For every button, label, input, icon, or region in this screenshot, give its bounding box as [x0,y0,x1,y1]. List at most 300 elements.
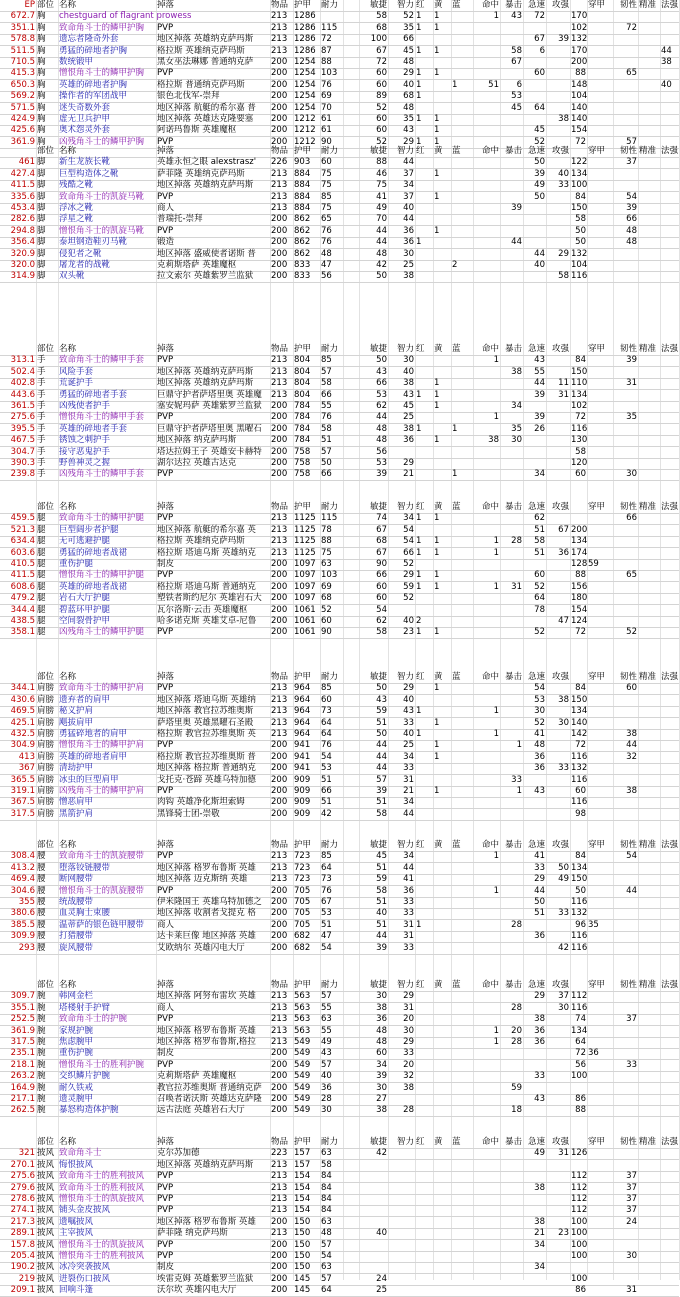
stat-cell [588,203,612,214]
column-header [344,0,358,11]
stat-cell: 48 [626,237,637,248]
stat-cell [661,1014,678,1025]
item-name-cell: 致命角斗士的鳞甲护胸 [59,22,145,33]
ep-cell: 430.6 [10,694,35,705]
stat-cell: PVP [157,740,174,751]
stat-cell: 2 [416,616,422,626]
stat-cell: 150 [294,1251,311,1261]
stat-cell [588,897,612,908]
stat-cell [547,237,569,248]
stat-cell [501,797,522,808]
stat-cell: 35 [588,919,599,930]
stat-cell: 沃尔坎 英雄闪电大厅 [157,1285,237,1296]
stat-cell: 45 [511,102,522,113]
stat-cell: 29 [403,68,414,79]
stat-cell: 64 [534,102,545,113]
stat-cell: 38 [403,1082,414,1093]
stat-cell: 200 [271,763,288,774]
stat-cell [452,1251,472,1262]
stat-cell: 肩膀 [37,683,55,694]
column-header [1,146,35,157]
stat-cell [547,203,569,214]
item-name-cell: 进裂伤口披风 [59,1273,111,1284]
column-header: 敏捷 [369,502,387,512]
stat-cell [452,1148,472,1159]
stat-cell: 腿 [37,524,46,535]
stat-cell: 6 [539,45,545,56]
stat-cell [501,548,522,559]
stat-cell [474,401,499,412]
stat-cell: 88 [575,570,586,581]
column-header: 物品 [271,146,289,156]
stat-cell [588,226,612,237]
stat-cell [661,435,678,446]
stat-cell [639,920,659,931]
stat-cell [344,214,358,225]
stat-cell: 脚 [37,260,46,270]
stat-cell [416,214,432,225]
stat-cell [360,1183,387,1194]
stat-cell: 88 [575,68,586,79]
stat-cell [661,469,678,480]
stat-cell [501,125,522,136]
stat-cell [452,605,472,616]
stat-cell: 格拉斯 普通纳克萨玛斯 [157,79,245,90]
stat-cell [434,424,450,435]
stat-cell: 36 [534,1037,545,1047]
stat-cell: 1 [493,412,499,423]
stat-cell: 128 [571,559,588,569]
stat-cell [639,1183,659,1194]
stat-cell: 964 [294,706,311,717]
stat-cell [434,1026,450,1037]
stat-cell [614,616,637,627]
stat-cell: 胸 [37,79,46,90]
stat-cell: 116 [571,1002,588,1013]
stat-cell: 200 [271,225,288,236]
stat-cell: 披风 [37,1239,55,1250]
stat-cell [661,908,678,919]
stat-cell [474,271,499,282]
stat-cell: 26 [534,423,545,434]
table-row [0,46,679,58]
stat-cell: 36 [534,931,545,942]
stat-cell: 32 [626,751,637,762]
stat-cell [661,851,678,862]
stat-cell [360,1205,387,1216]
stat-cell [434,797,450,808]
item-name-cell: 打猎腰带 [59,931,94,942]
stat-cell [501,559,522,570]
stat-cell [501,1148,522,1159]
stat-cell [614,401,637,412]
stat-cell [588,740,612,751]
stat-cell: 腰 [37,851,46,862]
stat-cell: 腿 [37,547,46,558]
stat-cell: 44 [534,885,545,896]
stat-cell [416,943,432,954]
stat-cell: 1254 [294,79,316,90]
table-row [0,80,679,92]
stat-cell [661,249,678,260]
stat-cell: 披风 [37,1285,55,1296]
stat-cell: 45 [403,401,414,411]
stat-cell: 1061 [294,604,316,615]
column-header: 穿甲 [588,502,606,512]
stat-cell: 1 [493,355,499,366]
stat-cell: 1 [452,423,458,434]
stat-cell [639,11,659,22]
stat-cell: 50 [376,271,387,282]
stat-cell [588,80,612,91]
stat-cell [588,931,612,942]
item-name-cell: 碧蓝环甲护腿 [59,604,111,615]
stat-cell [452,34,472,45]
column-header: 耐力 [321,672,339,682]
stat-cell: 1 [416,423,422,434]
stat-cell: 脚 [37,214,46,225]
stat-cell [588,525,612,536]
stat-cell: 腿 [37,570,46,581]
stat-cell: 72 [575,136,586,147]
stat-cell: 手 [37,435,46,446]
stat-cell [474,931,499,942]
stat-cell [416,908,432,919]
stat-cell [524,1171,545,1182]
stat-cell: 884 [294,180,311,191]
stat-cell [661,1071,678,1082]
ep-cell: 164.9 [10,1082,35,1093]
stat-cell [344,931,358,942]
item-name-cell: 致命角斗士的凯旋马靴 [59,191,145,202]
stat-cell: 腿 [37,593,46,604]
stat-cell [614,11,637,22]
column-header [344,672,358,683]
stat-cell: PVP [157,191,174,202]
stat-cell [344,401,358,412]
stat-cell: 89 [376,91,387,102]
stat-cell [452,616,472,627]
stat-cell: 44 [661,45,672,56]
stat-cell: 30 [511,435,522,446]
stat-cell [501,593,522,604]
stat-cell: 1254 [294,91,316,102]
ep-cell: 569.2 [10,91,35,102]
stat-cell [547,458,569,469]
stat-cell [639,1014,659,1025]
stat-cell: 60 [321,694,332,705]
stat-cell [416,797,432,808]
stat-cell: 200 [271,808,288,819]
stat-cell: 213 [271,1002,288,1013]
stat-cell: 24 [376,1273,387,1284]
column-header: 名称 [59,344,77,354]
stat-cell: 66 [403,547,414,558]
item-name-cell: 秘义护肩 [59,706,94,717]
stat-cell [614,367,637,378]
stat-cell: 85 [321,851,332,862]
stat-cell: 76 [321,885,332,896]
stat-cell [588,752,612,763]
stat-cell: 200 [271,435,288,446]
stat-cell: 1 [434,191,440,202]
stat-cell: 59 [588,559,599,569]
stat-cell [588,378,612,389]
stat-cell: 30 [403,1025,414,1036]
stat-cell [571,1262,586,1273]
stat-cell: 57 [321,1239,332,1250]
header-row [0,980,679,992]
item-name-cell: 憎恨角斗士的鳞甲手套 [59,412,145,423]
stat-cell [452,367,472,378]
stat-cell [661,1148,678,1159]
stat-cell [416,203,432,214]
stat-cell: 1 [434,570,440,581]
stat-cell: 腿 [37,536,46,547]
stat-cell: 134 [571,168,588,179]
stat-cell: 60 [626,683,637,694]
stat-cell [501,114,522,125]
item-name-cell: 致命角斗士的鳞甲护肩 [59,683,145,694]
stat-cell [416,1003,432,1014]
stat-cell [588,809,612,820]
stat-cell [344,271,358,282]
stat-cell: 884 [294,191,311,202]
stat-cell: 200 [271,1251,288,1261]
table-row [0,1228,679,1240]
ep-cell: 217.3 [10,1216,35,1227]
stat-cell: 地区掉落 英雄纳克萨玛斯 [157,34,254,45]
stat-cell: 142 [571,729,588,739]
stat-cell [661,1060,678,1071]
stat-cell [639,931,659,942]
stat-cell: 52 [403,559,414,569]
stat-cell [416,260,432,271]
stat-cell [434,1251,450,1262]
stat-cell: 55 [321,1025,332,1036]
stat-cell [639,1048,659,1059]
stat-cell [614,525,637,536]
stat-cell: 705 [294,908,311,919]
stat-cell [501,729,522,740]
stat-cell [501,260,522,271]
stat-cell: 腰 [37,931,46,942]
stat-cell: 213 [271,524,288,535]
stat-cell [344,1240,358,1251]
stat-cell: 腕 [37,1059,46,1070]
stat-cell: 200 [271,114,288,124]
stat-cell: 1 [434,125,440,136]
stat-cell [474,797,499,808]
table-row [0,695,679,707]
stat-cell: 180 [571,593,588,604]
ep-cell: 321 [18,1148,35,1159]
stat-cell [452,797,472,808]
stat-cell: 200 [271,214,288,225]
stat-cell: 85 [321,683,332,694]
stat-cell: 44 [376,751,387,762]
stat-cell: 胸 [37,136,46,147]
stat-cell: 226 [271,157,288,168]
column-header: 黄 [434,502,443,512]
ep-cell: 425.6 [10,125,35,136]
stat-cell [434,605,450,616]
column-header: 韧性 [619,1137,637,1147]
table-row [0,214,679,226]
stat-cell: 1 [493,536,499,547]
stat-cell: 200 [271,57,288,67]
stat-cell [501,513,522,524]
ep-cell: 304.6 [10,885,35,896]
stat-cell: 115 [321,22,338,33]
stat-cell: 远古法庭 英雄岩石大厅 [157,1105,245,1116]
column-header: 蓝 [452,672,461,682]
stat-cell: 48 [321,248,332,259]
stat-cell: 54 [403,536,414,547]
table-row [0,775,679,787]
stat-cell [416,412,432,423]
ep-cell: 308.4 [10,851,35,862]
stat-cell: 20 [403,1059,414,1070]
stat-cell [416,1014,432,1025]
stat-cell [389,1217,414,1228]
stat-cell: 腕 [37,1014,46,1025]
stat-cell [474,1217,499,1228]
stat-cell: 140 [571,102,588,113]
stat-cell: 37 [626,1182,637,1193]
stat-cell [661,1194,678,1205]
stat-cell: 55 [534,366,545,377]
column-header: 攻强 [551,840,569,850]
stat-cell [547,786,569,797]
stat-cell: 51 [321,919,332,930]
stat-cell [588,582,612,593]
column-header: 暴击 [504,840,522,850]
stat-cell [639,260,659,271]
stat-cell [344,114,358,125]
stat-cell: 200 [271,627,288,638]
stat-cell: 213 [271,34,288,45]
stat-cell: 59 [376,706,387,717]
stat-cell [360,1240,387,1251]
stat-cell: 36 [403,885,414,896]
stat-cell: 72 [534,11,545,22]
stat-cell [661,226,678,237]
stat-cell [614,114,637,125]
stat-cell [416,103,432,114]
stat-cell: 48 [376,435,387,446]
item-name-cell: 凶残使者护手 [59,401,111,411]
stat-cell [588,1105,612,1116]
stat-cell: 29 [534,991,545,1002]
stat-cell: 54 [626,191,637,202]
stat-cell: 手 [37,366,46,377]
stat-cell [588,1251,612,1262]
stat-cell: 46 [376,168,387,179]
stat-cell [501,34,522,45]
stat-cell [588,103,612,114]
stat-cell: 563 [294,1002,311,1013]
stat-cell: 1 [434,627,440,638]
stat-cell [474,752,499,763]
column-header [1,980,35,991]
stat-cell [524,943,545,954]
stat-cell: 57 [321,991,332,1002]
stat-cell [661,11,678,22]
stat-cell [474,1048,499,1059]
stat-cell [452,57,472,68]
column-header: 名称 [59,672,77,682]
stat-cell: 42 [376,260,387,270]
stat-cell [434,809,450,820]
column-header: 名称 [59,502,77,512]
stat-cell [416,1274,432,1285]
stat-cell [588,775,612,786]
stat-cell: PVP [157,412,174,423]
ep-cell: 289.1 [10,1228,35,1239]
item-name-cell: 新生龙族长靴 [59,157,111,168]
stat-cell [639,809,659,820]
stat-cell [639,1105,659,1116]
stat-cell: 34 [403,180,414,191]
stat-cell [661,1160,678,1171]
stat-cell [434,851,450,862]
column-header: 护甲 [294,980,312,990]
stat-cell [614,1026,637,1037]
stat-cell: 723 [294,851,311,862]
stat-cell [661,169,678,180]
stat-cell [547,1083,569,1094]
stat-cell [452,114,472,125]
stat-cell: 1 [416,91,422,102]
stat-cell [614,390,637,401]
stat-cell: 39 [534,412,545,423]
stat-cell [416,931,432,942]
stat-cell [452,943,472,954]
stat-cell: 38 [558,694,569,705]
ep-cell: 578.8 [10,34,35,45]
table-row [0,797,679,809]
stat-cell: 36 [558,547,569,558]
column-header: 耐力 [321,980,339,990]
stat-cell [661,447,678,458]
item-name-cell: 铺头金皮披风 [59,1205,111,1216]
stat-cell [474,1240,499,1251]
stat-cell [344,378,358,389]
item-name-cell: 黑箭护肩 [59,808,94,819]
table-row [0,180,679,192]
stat-cell: 1286 [294,22,316,33]
stat-cell [416,378,432,389]
stat-cell [661,1285,678,1296]
table-row [0,1148,679,1160]
stat-cell [434,1048,450,1059]
stat-cell [434,616,450,627]
stat-cell: PVP [157,683,174,694]
stat-cell [452,237,472,248]
stat-cell [639,249,659,260]
stat-cell [452,627,472,638]
stat-cell: PVP [157,1194,174,1204]
stat-cell [452,1105,472,1116]
stat-cell: 73 [321,874,332,885]
table-row [0,582,679,594]
stat-cell: 51 [534,524,545,535]
stat-cell [360,1262,387,1273]
stat-cell: 29 [534,874,545,885]
stat-cell [614,763,637,774]
stat-cell [547,1240,569,1251]
